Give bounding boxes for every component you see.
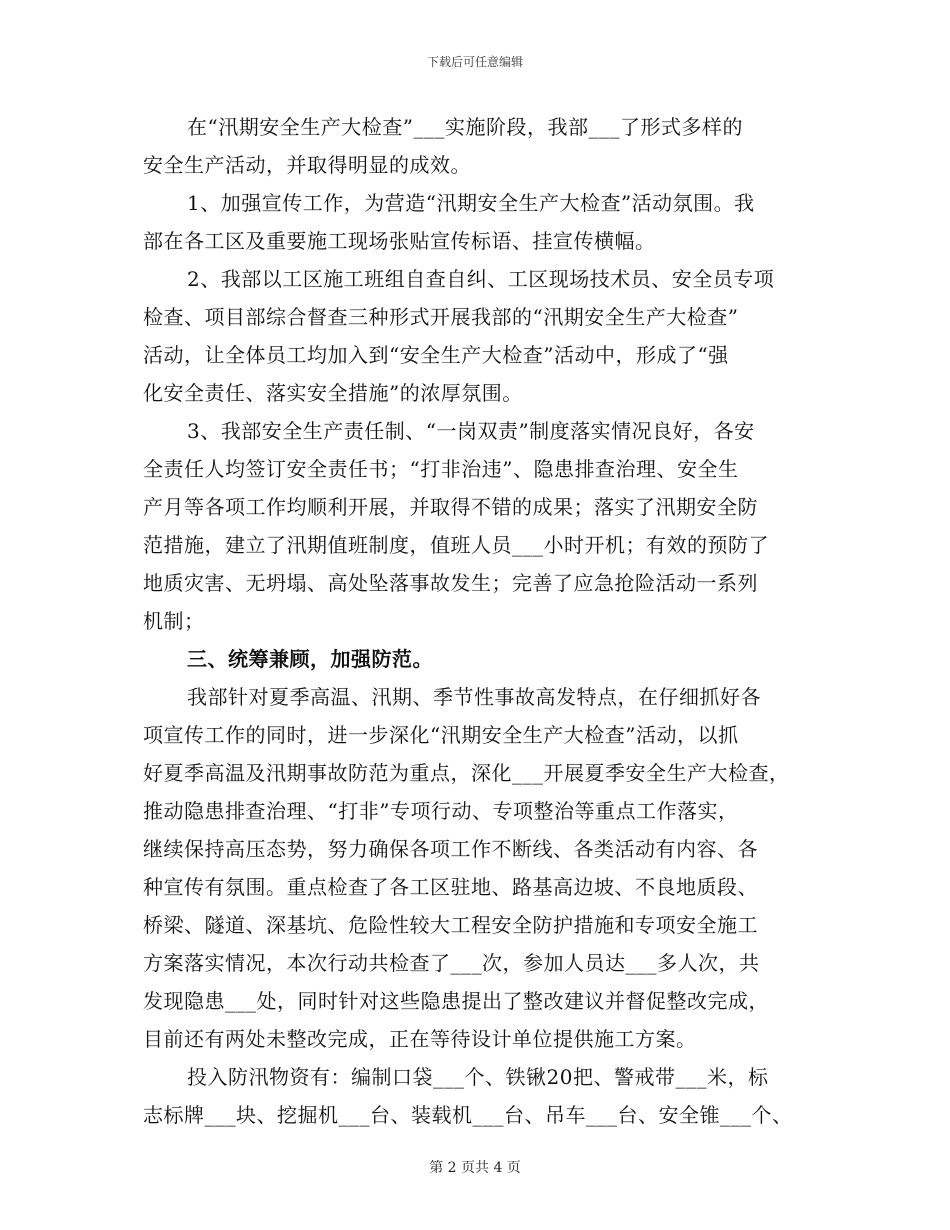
document-body bbox=[143, 108, 813, 1134]
text-line: 活动，让全体员工均加入到“安全生产大检查”活动中，形成了“强 bbox=[143, 343, 729, 367]
text-line: 好夏季高温及汛期事故防范为重点，深化___开展夏季安全生产大检查， bbox=[143, 761, 790, 785]
text-line: 桥梁、隧道、深基坑、危险性较大工程安全防护措施和专项安全施工 bbox=[143, 913, 758, 937]
text-line: 全责任人均签订安全责任书；“打非治违”、隐患排查治理、安全生 bbox=[143, 457, 739, 481]
text-line: 推动隐患排查治理、“打非”专项行动、专项整治等重点工作落实， bbox=[143, 799, 739, 823]
text-line: 检查、项目部综合督查三种形式开展我部的“汛期安全生产大检查” bbox=[143, 305, 739, 329]
text-line: 产月等各项工作均顺利开展，并取得不错的成果；落实了汛期安全防 bbox=[143, 495, 758, 519]
text-line: 投入防汛物资有：编制口袋___个、铁锹20把、警戒带___米，标 bbox=[187, 1065, 769, 1089]
page-header: 下载后可任意编辑 bbox=[426, 55, 523, 69]
section-heading: 三、统筹兼顾，加强防范。 bbox=[187, 647, 433, 671]
text-line: 地质灾害、无坍塌、高处坠落事故发生；完善了应急抢险活动一系列 bbox=[143, 571, 758, 595]
text-line: 方案落实情况，本次行动共检查了___次，参加人员达___多人次，共 bbox=[143, 951, 760, 975]
text-line: 机制； bbox=[143, 609, 205, 633]
text-line: 范措施，建立了汛期值班制度，值班人员___小时开机；有效的预防了 bbox=[143, 533, 769, 557]
text-line: 2、我部以工区施工班组自查自纠、工区现场技术员、安全员专项 bbox=[187, 267, 775, 291]
text-line: 发现隐患___处，同时针对这些隐患提出了整改建议并督促整改完成， bbox=[143, 989, 769, 1013]
text-line: 项宣传工作的同时，进一步深化“汛期安全生产大检查”活动，以抓 bbox=[143, 723, 739, 747]
text-line: 化安全责任、落实安全措施”的浓厚氛围。 bbox=[143, 381, 523, 405]
text-line: 1、加强宣传工作，为营造“汛期安全生产大检查”活动氛围。我 bbox=[187, 191, 755, 215]
page-footer: 第 2 页共 4 页 bbox=[429, 1160, 521, 1176]
text-line: 在“汛期安全生产大检查”___实施阶段，我部___了形式多样的 bbox=[187, 115, 743, 139]
text-line: 继续保持高压态势，努力确保各项工作不断线、各类活动有内容、各 bbox=[143, 837, 758, 861]
text-line: 种宣传有氛围。重点检查了各工区驻地、路基高边坡、不良地质段、 bbox=[143, 875, 758, 899]
text-line: 目前还有两处未整改完成，正在等待设计单位提供施工方案。 bbox=[143, 1027, 697, 1051]
text-line: 部在各工区及重要施工现场张贴宣传标语、挂宣传横幅。 bbox=[143, 229, 656, 253]
text-line: 我部针对夏季高温、汛期、季节性事故高发特点，在仔细抓好各 bbox=[187, 685, 761, 709]
text-line: 安全生产活动，并取得明显的成效。 bbox=[143, 153, 471, 177]
text-line: 志标牌___块、挖掘机___台、装载机___台、吊车___台、安全锥___个、 bbox=[143, 1103, 793, 1127]
text-line: 3、我部安全生产责任制、“一岗双责”制度落实情况良好，各安 bbox=[187, 419, 755, 443]
